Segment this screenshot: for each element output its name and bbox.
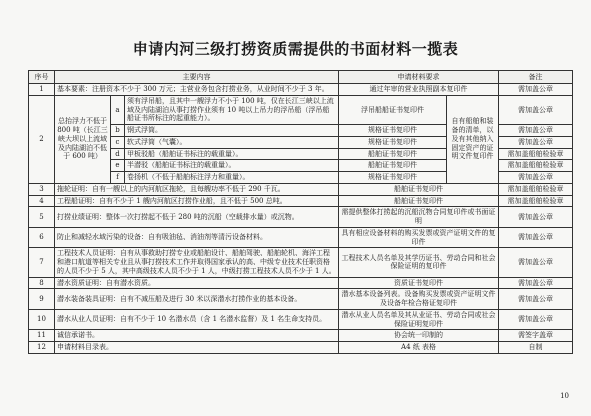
row-note: 需加盖船舶检验章: [499, 183, 573, 195]
table-header-row: [29, 71, 573, 84]
row-note: 需加盖公章: [499, 207, 573, 228]
table-row: [29, 227, 573, 248]
row-req: 协会统一印制的: [339, 330, 499, 342]
row-note: 需加盖公章: [499, 84, 573, 96]
sub-req: 浮吊船船证书复印件: [339, 95, 447, 124]
row-note: 自制: [499, 342, 573, 354]
sub-note: 需加盖公章: [499, 125, 573, 137]
table-row: [29, 289, 573, 310]
table-row: [29, 277, 573, 289]
row-content: 打捞业绩证明：整体一次打捞起不低于 280 吨的沉船（空载排水量）或沉物。: [55, 207, 339, 228]
row-content: 基本要素：注册资本不少于 300 万元；主营业务包含打捞业务，从业时间不少于 3 年。: [55, 84, 339, 96]
table-row: [29, 84, 573, 96]
row-content: 工程船证明：自有不少于 1 艘内河航区打捞作业船，且不低于 500 总吨。: [55, 195, 339, 207]
table-row: [29, 330, 573, 342]
document-title: 申请内河三级打捞资质需提供的书面材料一揽表: [132, 40, 459, 58]
sub-content: 软式浮筒（气囊）。: [125, 136, 339, 148]
sub-req: 规格证书复印件: [339, 172, 447, 184]
row-no: 3: [29, 183, 55, 195]
row-req: 潜水基本设备列表。设备购买发票或资产证明文件及设备年检合格证复印件: [339, 289, 499, 310]
row-no: 10: [29, 309, 55, 330]
row-no: 1: [29, 84, 55, 96]
table-row: [29, 95, 573, 124]
sub-note: 需加盖船舶检验章: [499, 148, 573, 160]
table-row: [29, 309, 573, 330]
group-label: 总抬浮力不低于 800 吨（长江三峡大坝以上流域及内陆湖泊不低于 600 吨）: [55, 95, 111, 183]
sub-content: 钢式浮筒。: [125, 125, 339, 137]
row-no: 4: [29, 195, 55, 207]
requirements-table: [28, 70, 573, 354]
sub-req: 船舶证书复印件: [339, 148, 447, 160]
sub-req: 规格证书复印件: [339, 136, 447, 148]
row-req: 工程技术人员名单及其学历证书、劳动合同和社会保险证明的复印件: [339, 248, 499, 277]
row-content: 潜水从业人员证明：自有不少于 10 名潜水员（含 1 名潜水监督）及 1 名生命支持员。: [55, 309, 339, 330]
side-req: 自有船舶和装备的清单，以及有其他纳入固定资产的证明文件复印件: [447, 95, 499, 183]
page-number: 10: [560, 392, 569, 400]
row-note: 需加盖公章: [499, 289, 573, 310]
sub-content: 卷扬机（不低于船舶标注浮力和重量）。: [125, 172, 339, 184]
sub-req: 规格证书复印件: [339, 125, 447, 137]
header-req: 申请材料要求: [339, 71, 499, 84]
row-note: 需加盖公章: [499, 277, 573, 289]
row-req: 具有相应设备材料的购买发票或资产证明文件的复印件: [339, 227, 499, 248]
sub-label: b: [111, 125, 125, 137]
sub-note: 需加盖公章: [499, 95, 573, 124]
table-row: [29, 195, 573, 207]
row-req: A4 纸 表格: [339, 342, 499, 354]
table-row: [29, 248, 573, 277]
row-content: 诚信承诺书。: [55, 330, 339, 342]
sub-content: 甲板驳船（船舶证书标注的载重量）。: [125, 148, 339, 160]
header-note: 备注: [499, 71, 573, 84]
row-no: 7: [29, 248, 55, 277]
row-no: 5: [29, 207, 55, 228]
row-note: 需加盖公章: [499, 309, 573, 330]
table-row: [29, 183, 573, 195]
row-content: 工程技术人员证明：自有从事救助打捞专业或船舶设计、船舶驾驶、船舶轮机、海洋工程和港口航道等相关专业且从事打捞技术工作并取得国家承认的高、中级专业技术任职资格的人员不少于 5 人，其中高级技术人员不少于 1 人，中级打捞工程技术人员不少于 1 人。: [55, 248, 339, 277]
row-no: 12: [29, 342, 55, 354]
table-row: [29, 342, 573, 354]
sub-note: 需加盖公章: [499, 136, 573, 148]
row-content: 潜水资质证明：自有潜水资质。: [55, 277, 339, 289]
sub-label: a: [111, 95, 125, 124]
sub-label: c: [111, 136, 125, 148]
row-req: 船舶证书复印件: [339, 195, 499, 207]
row-req: 船舶证书复印件: [339, 183, 499, 195]
row-no: 6: [29, 227, 55, 248]
sub-content: 半潜驳（船舶证书标注的载重量）。: [125, 160, 339, 172]
sub-req: 船舶证书复印件: [339, 160, 447, 172]
sub-label: f: [111, 172, 125, 184]
sub-label: e: [111, 160, 125, 172]
row-note: 需签字盖章: [499, 330, 573, 342]
sub-note: 需加盖公章: [499, 172, 573, 184]
header-main: 主要内容: [55, 71, 339, 84]
row-no: 11: [29, 330, 55, 342]
header-seq: 序号: [29, 71, 55, 84]
row-note: 需加盖船舶检验章: [499, 195, 573, 207]
sub-note: 需加盖船舶检验章: [499, 160, 573, 172]
row-req: 资质证书复印件: [339, 277, 499, 289]
row-content: 防止和减轻水域污染的设备：自有吸油毡、消油剂等清污设备材料。: [55, 227, 339, 248]
row-no: 8: [29, 277, 55, 289]
row-note: 需加盖公章: [499, 227, 573, 248]
row-note: 需加盖公章: [499, 248, 573, 277]
row-req: 需提供整体打捞起的沉船沉物合同复印件或书面证明: [339, 207, 499, 228]
row-content: 拖轮证明：自有一艘以上的内河航区拖轮，且每艘功率不低于 290 千瓦。: [55, 183, 339, 195]
row-no: 9: [29, 289, 55, 310]
sub-content: 须有浮吊船，且其中一艘浮力不小于 100 吨，仅在长江三峡以上流域及内陆湖泊从事打捞作业须有 10 吨以上吊力的浮吊船（浮吊船船证书所标注的起重能力）。: [125, 95, 339, 124]
row-no: 2: [29, 95, 55, 183]
row-req: 潜水从业人员名单及其从业证书、劳动合同或社会保险证明复印件: [339, 309, 499, 330]
row-req: 通过年审的营业执照副本复印件: [339, 84, 499, 96]
sub-label: d: [111, 148, 125, 160]
table-row: [29, 207, 573, 228]
row-content: 潜水装备装具证明：自有不减压船及进行 30 米以深潜水打捞作业的基本设备。: [55, 289, 339, 310]
row-content: 申请材料目录表。: [55, 342, 339, 354]
